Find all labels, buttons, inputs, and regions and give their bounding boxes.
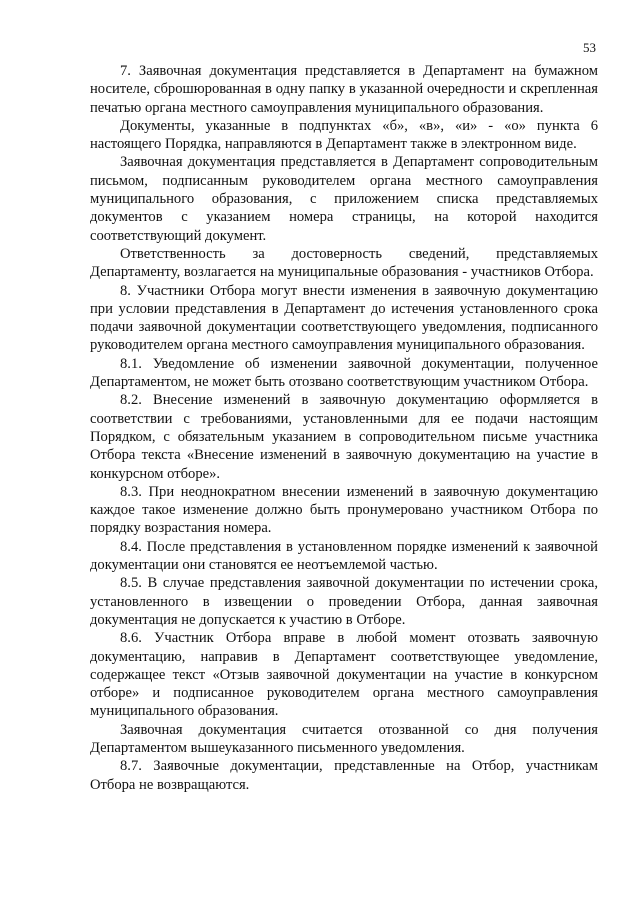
- paragraph-8-5: 8.5. В случае представления заявочной документации по истечении срока, установленного в извещении о проведении Отбора, данная заявочная документация не допускается к участию в Отборе.: [90, 575, 598, 628]
- paragraph-8-6: 8.6. Участник Отбора вправе в любой момент отозвать заявочную документацию, направив в Департамент соответствующее уведомление, содержащее текст «Отзыв заявочной документации на участие в конкурсном отборе» и подписанное руководителем органа местного самоуправления муниципального образования.: [90, 630, 598, 720]
- paragraph-8-4: 8.4. После представления в установленном порядке изменений к заявочной документации они становятся ее неотъемлемой частью.: [90, 538, 598, 574]
- paragraph-8-2: 8.2. Внесение изменений в заявочную документацию оформляется в соответствии с требованиями, установленными для ее подачи настоящим Порядком, с обязательным указанием в сопроводительном письме участника Отбора текста «Внесение изменений в заявочную документацию на участие в конкурсном отборе».: [90, 392, 598, 482]
- paragraph-8-3: 8.3. При неоднократном внесении изменений в заявочную документацию каждое такое изменение должно быть пронумеровано участником Отбора по порядку возрастания номера.: [90, 483, 598, 537]
- paragraph-8-7: 8.7. Заявочные документации, представленные на Отбор, участникам Отбора не возвращаются.: [90, 758, 598, 793]
- paragraph-8-1: 8.1. Уведомление об изменении заявочной документации, полученное Департаментом, не может быть отозвано соответствующим участником Отбора.: [90, 355, 598, 391]
- paragraph-7-responsibility: Ответственность за достоверность сведений, представляемых Департаменту, возлагается на муниципальные образования - участников Отбора.: [90, 245, 598, 281]
- paragraph-8: 8. Участники Отбора могут внести изменения в заявочную документацию при условии представления в Департамент до истечения установленного срока подачи заявочной документации соответствующего уведомления, подписанного руководителем органа местного самоуправления муниципального образования.: [90, 282, 598, 354]
- paragraph-7-electronic: Документы, указанные в подпунктах «б», «в», «и» - «о» пункта 6 настоящего Порядка, направляются в Департамент также в электронном виде.: [90, 117, 598, 153]
- page-number: 53: [583, 40, 596, 55]
- paragraph-7: 7. Заявочная документация представляется в Департамент на бумажном носителе, сброшюрованная в одну папку в указанной очередности и скрепленная печатью органа местного самоуправления муниципального образования.: [90, 63, 598, 116]
- paragraph-8-6-withdrawal: Заявочная документация считается отозванной со дня получения Департаментом вышеуказанного письменного уведомления.: [90, 721, 598, 756]
- paragraph-7-cover-letter: Заявочная документация представляется в Департамент сопроводительным письмом, подписанным руководителем органа местного самоуправления муниципального образования, с приложением списка представляемых документов с указанием номера страницы, на которой находится соответствующий документ.: [90, 154, 598, 244]
- document-body: [90, 62, 598, 794]
